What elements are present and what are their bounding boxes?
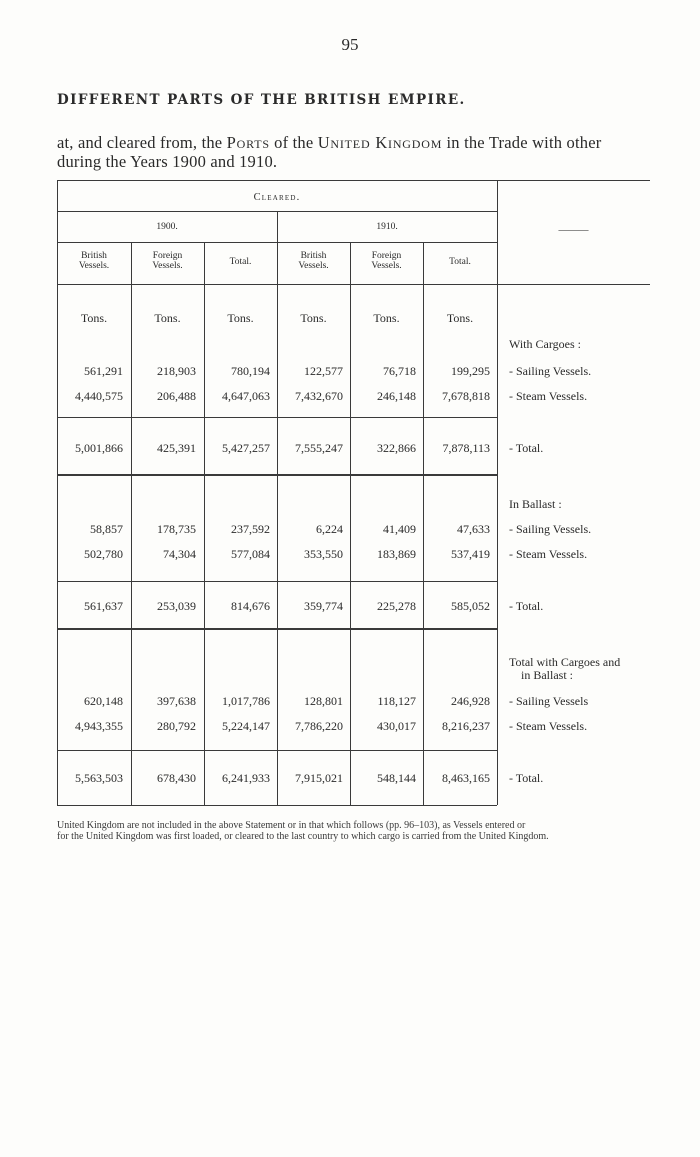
- cell-value: 620,148: [84, 694, 123, 708]
- section-heading-combined: Total with Cargoes and: [509, 655, 621, 669]
- row-label: - Sailing Vessels.: [509, 364, 592, 378]
- cell-value: 548,144: [377, 771, 416, 785]
- cell-value: 218,903: [157, 364, 196, 378]
- cell-value: 4,943,355: [75, 719, 123, 733]
- rule-col-6: [497, 180, 498, 805]
- row-label: - Sailing Vessels.: [509, 522, 592, 536]
- intro-line-1: [57, 133, 601, 153]
- cell-value: 7,878,113: [442, 441, 490, 455]
- cell-value: 253,039: [157, 599, 196, 613]
- cell-value: 322,866: [377, 441, 416, 455]
- cell-value: 47,633: [457, 522, 490, 536]
- cell-value: 225,278: [377, 599, 416, 613]
- cell-value: 430,017: [377, 719, 416, 733]
- cell-value: 7,678,818: [442, 389, 490, 403]
- cell-value: 561,291: [84, 364, 123, 378]
- row-label: - Sailing Vessels: [509, 694, 589, 708]
- header-year-1900: 1900.: [156, 222, 178, 232]
- cell-value: 678,430: [157, 771, 196, 785]
- cell-value: 8,216,237: [442, 719, 490, 733]
- cell-value: 122,577: [304, 364, 343, 378]
- col-header-total-1900: Total.: [229, 257, 252, 267]
- row-label: - Total.: [509, 599, 544, 613]
- unit-tons: Tons.: [300, 311, 327, 325]
- unit-tons: Tons.: [80, 311, 108, 325]
- cell-value: 118,127: [377, 694, 416, 708]
- col-header-british-1910: British Vessels.: [298, 251, 329, 271]
- cell-value: 397,638: [157, 694, 196, 708]
- col-header-total-1910: Total.: [449, 257, 471, 267]
- header-cleared: Cleared.: [253, 192, 301, 203]
- row-label: - Steam Vessels.: [509, 547, 588, 561]
- cell-value: 199,295: [451, 364, 490, 378]
- row-label: - Steam Vessels.: [509, 719, 588, 733]
- cell-value: 7,555,247: [295, 441, 343, 455]
- rule-header-bottom: [57, 284, 650, 285]
- cell-value: 577,084: [231, 547, 270, 561]
- cell-value: 780,194: [231, 364, 270, 378]
- section-heading-ballast: In Ballast :: [509, 497, 562, 511]
- cell-value: 5,563,503: [75, 771, 123, 785]
- cell-value: 561,637: [84, 599, 123, 613]
- cell-value: 178,735: [157, 522, 196, 536]
- unit-tons: Tons.: [373, 311, 400, 325]
- cell-value: 814,676: [231, 599, 270, 613]
- cell-value: 6,224: [316, 522, 343, 536]
- row-label: - Total.: [509, 441, 544, 455]
- cell-value: 7,786,220: [295, 719, 343, 733]
- intro-united-kingdom: United Kingdom: [317, 133, 443, 152]
- intro-text-c: in the Trade with other: [442, 133, 602, 152]
- cell-value: 359,774: [304, 599, 343, 613]
- section-heading-combined-2: in Ballast :: [521, 668, 573, 682]
- cell-value: 5,001,866: [75, 441, 123, 455]
- cell-value: 246,148: [377, 389, 416, 403]
- cell-value: 4,647,063: [222, 389, 270, 403]
- cell-value: 425,391: [157, 441, 196, 455]
- unit-tons: Tons.: [227, 311, 254, 325]
- header-year-1910: 1910.: [376, 222, 398, 232]
- cell-value: 4,440,575: [75, 389, 123, 403]
- cell-value: 128,801: [304, 694, 343, 708]
- cell-value: 237,592: [231, 522, 270, 536]
- col-header-foreign-1910: Foreign Vessels.: [371, 251, 402, 271]
- cell-value: 183,869: [377, 547, 416, 561]
- cell-value: 5,427,257: [222, 441, 270, 455]
- cell-value: 280,792: [157, 719, 196, 733]
- col-header-british-1900: British Vessels.: [78, 251, 110, 271]
- cell-value: 58,857: [90, 522, 123, 536]
- cell-value: 41,409: [383, 522, 416, 536]
- cell-value: 353,550: [304, 547, 343, 561]
- header-description: ———: [558, 225, 589, 236]
- rule-col-mid: [277, 211, 278, 805]
- page-number: 95: [341, 35, 359, 54]
- footnote: [57, 820, 677, 842]
- cell-value: 246,928: [451, 694, 490, 708]
- section-heading-cargoes: With Cargoes :: [509, 337, 581, 351]
- row-label: - Total.: [509, 771, 544, 785]
- cell-value: 5,224,147: [222, 719, 270, 733]
- footnote-line-2: for the United Kingdom was first loaded, or cleared to the last country to which cargo is carried from the United Kingdom.: [57, 831, 549, 842]
- cell-value: 76,718: [383, 364, 416, 378]
- page-heading: DIFFERENT PARTS OF THE BRITISH EMPIRE.: [57, 92, 466, 108]
- intro-ports: Ports: [226, 133, 270, 152]
- cell-value: 6,241,933: [222, 771, 270, 785]
- cell-value: 206,488: [157, 389, 196, 403]
- intro-text-a: at, and cleared from, the: [57, 133, 227, 152]
- footnote-line-1: United Kingdom are not included in the above Statement or in that which follows (pp. 96–103), as Vessels entered or: [57, 820, 526, 831]
- intro-text-b: of the: [269, 133, 318, 152]
- cell-value: 7,915,021: [295, 771, 343, 785]
- cell-value: 7,432,670: [295, 389, 343, 403]
- rule-left: [57, 180, 58, 805]
- unit-tons: Tons.: [154, 311, 181, 325]
- rule-top: [57, 180, 650, 181]
- cell-value: 537,419: [451, 547, 490, 561]
- row-label: - Steam Vessels.: [509, 389, 588, 403]
- cell-value: 8,463,165: [442, 771, 490, 785]
- intro-line-2: during the Years 1900 and 1910.: [57, 152, 278, 171]
- cell-value: 585,052: [451, 599, 490, 613]
- cell-value: 1,017,786: [222, 694, 270, 708]
- col-header-foreign-1900: Foreign Vessels.: [152, 251, 183, 271]
- unit-tons: Tons.: [446, 311, 474, 325]
- cell-value: 502,780: [84, 547, 123, 561]
- rule-bottom: [57, 805, 497, 806]
- cell-value: 74,304: [163, 547, 196, 561]
